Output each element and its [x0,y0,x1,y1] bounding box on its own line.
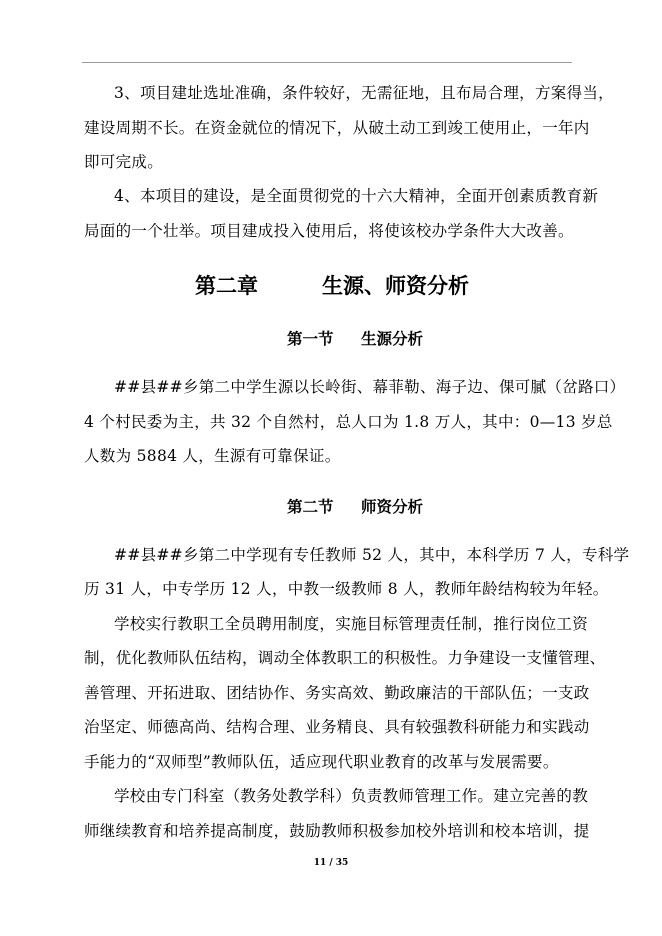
section-1-number: 第一节 [287,330,334,348]
section-2-p1-line-1: ##县##乡第二中学现有专任教师 52 人，其中，本科学历 7 人，专科学 [114,546,630,564]
paragraph-1-line-1: 3、项目建址选址准确，条件较好，无需征地，且布局合理，方案得当， [114,84,614,102]
section-1-title: 生源分析 [361,330,424,348]
section-2-number: 第二节 [287,498,334,516]
paragraph-2-line-1: 4、本项目的建设，是全面贯彻党的十六大精神，全面开创素质教育新 [114,187,599,205]
page-number: 11 / 35 [313,858,349,868]
chapter-number: 第二章 [195,274,258,298]
section-2-title: 师资分析 [361,498,424,516]
section-1-line-2: 4 个村民委为主，共 32 个自然村，总人口为 1.8 万人，其中：0—13 岁总 [84,413,613,431]
section-2-p2-line-1: 学校实行教职工全员聘用制度，实施目标管理责任制，推行岗位工资 [114,615,589,633]
section-1-line-1: ##县##乡第二中学生源以长岭街、幕菲勒、海子边、倮可膩（岔路口） [114,378,626,396]
chapter-title: 生源、师资分析 [322,274,469,298]
section-2-p2-line-2: 制，优化教师队伍结构，调动全体教职工的积极性。力争建设一支懂管理、 [84,649,606,667]
section-2-p2-line-4: 治坚定、师德高尚、结构合理、业务精良、具有较强教科研能力和实践动 [84,718,590,736]
section-2-heading [0,495,662,519]
chapter-heading [0,270,662,302]
section-2-p3-line-2: 师继续教育和培养提高制度，鼓励教师积极参加校外培训和校本培训，提 [84,822,590,840]
paragraph-1-line-3: 即可完成。 [84,153,164,171]
section-1-line-3: 人数为 5884 人，生源有可靠保证。 [84,447,341,465]
section-1-heading [0,327,662,351]
section-2-p1-line-2: 历 31 人，中专学历 12 人，中教一级教师 8 人，教师年龄结构较为年轻。 [84,580,609,598]
section-2-p3-line-1: 学校由专门科室（教务处教学科）负责教师管理工作。建立完善的教 [114,787,589,805]
paragraph-2-line-2: 局面的一个壮举。项目建成投入使用后，将使该校办学条件大大改善。 [84,222,574,240]
section-2-p2-line-3: 善管理、开拓进取、团结协作、务实高效、勤政廉洁的干部队伍；一支政 [84,684,590,702]
section-2-p2-line-5: 手能力的“双师型”教师队伍，适应现代职业教育的改革与发展需要。 [84,753,559,771]
header-rule [82,62,572,63]
paragraph-1-line-2: 建设周期不长。在资金就位的情况下，从破土动工到竣工使用止，一年内 [84,119,590,137]
